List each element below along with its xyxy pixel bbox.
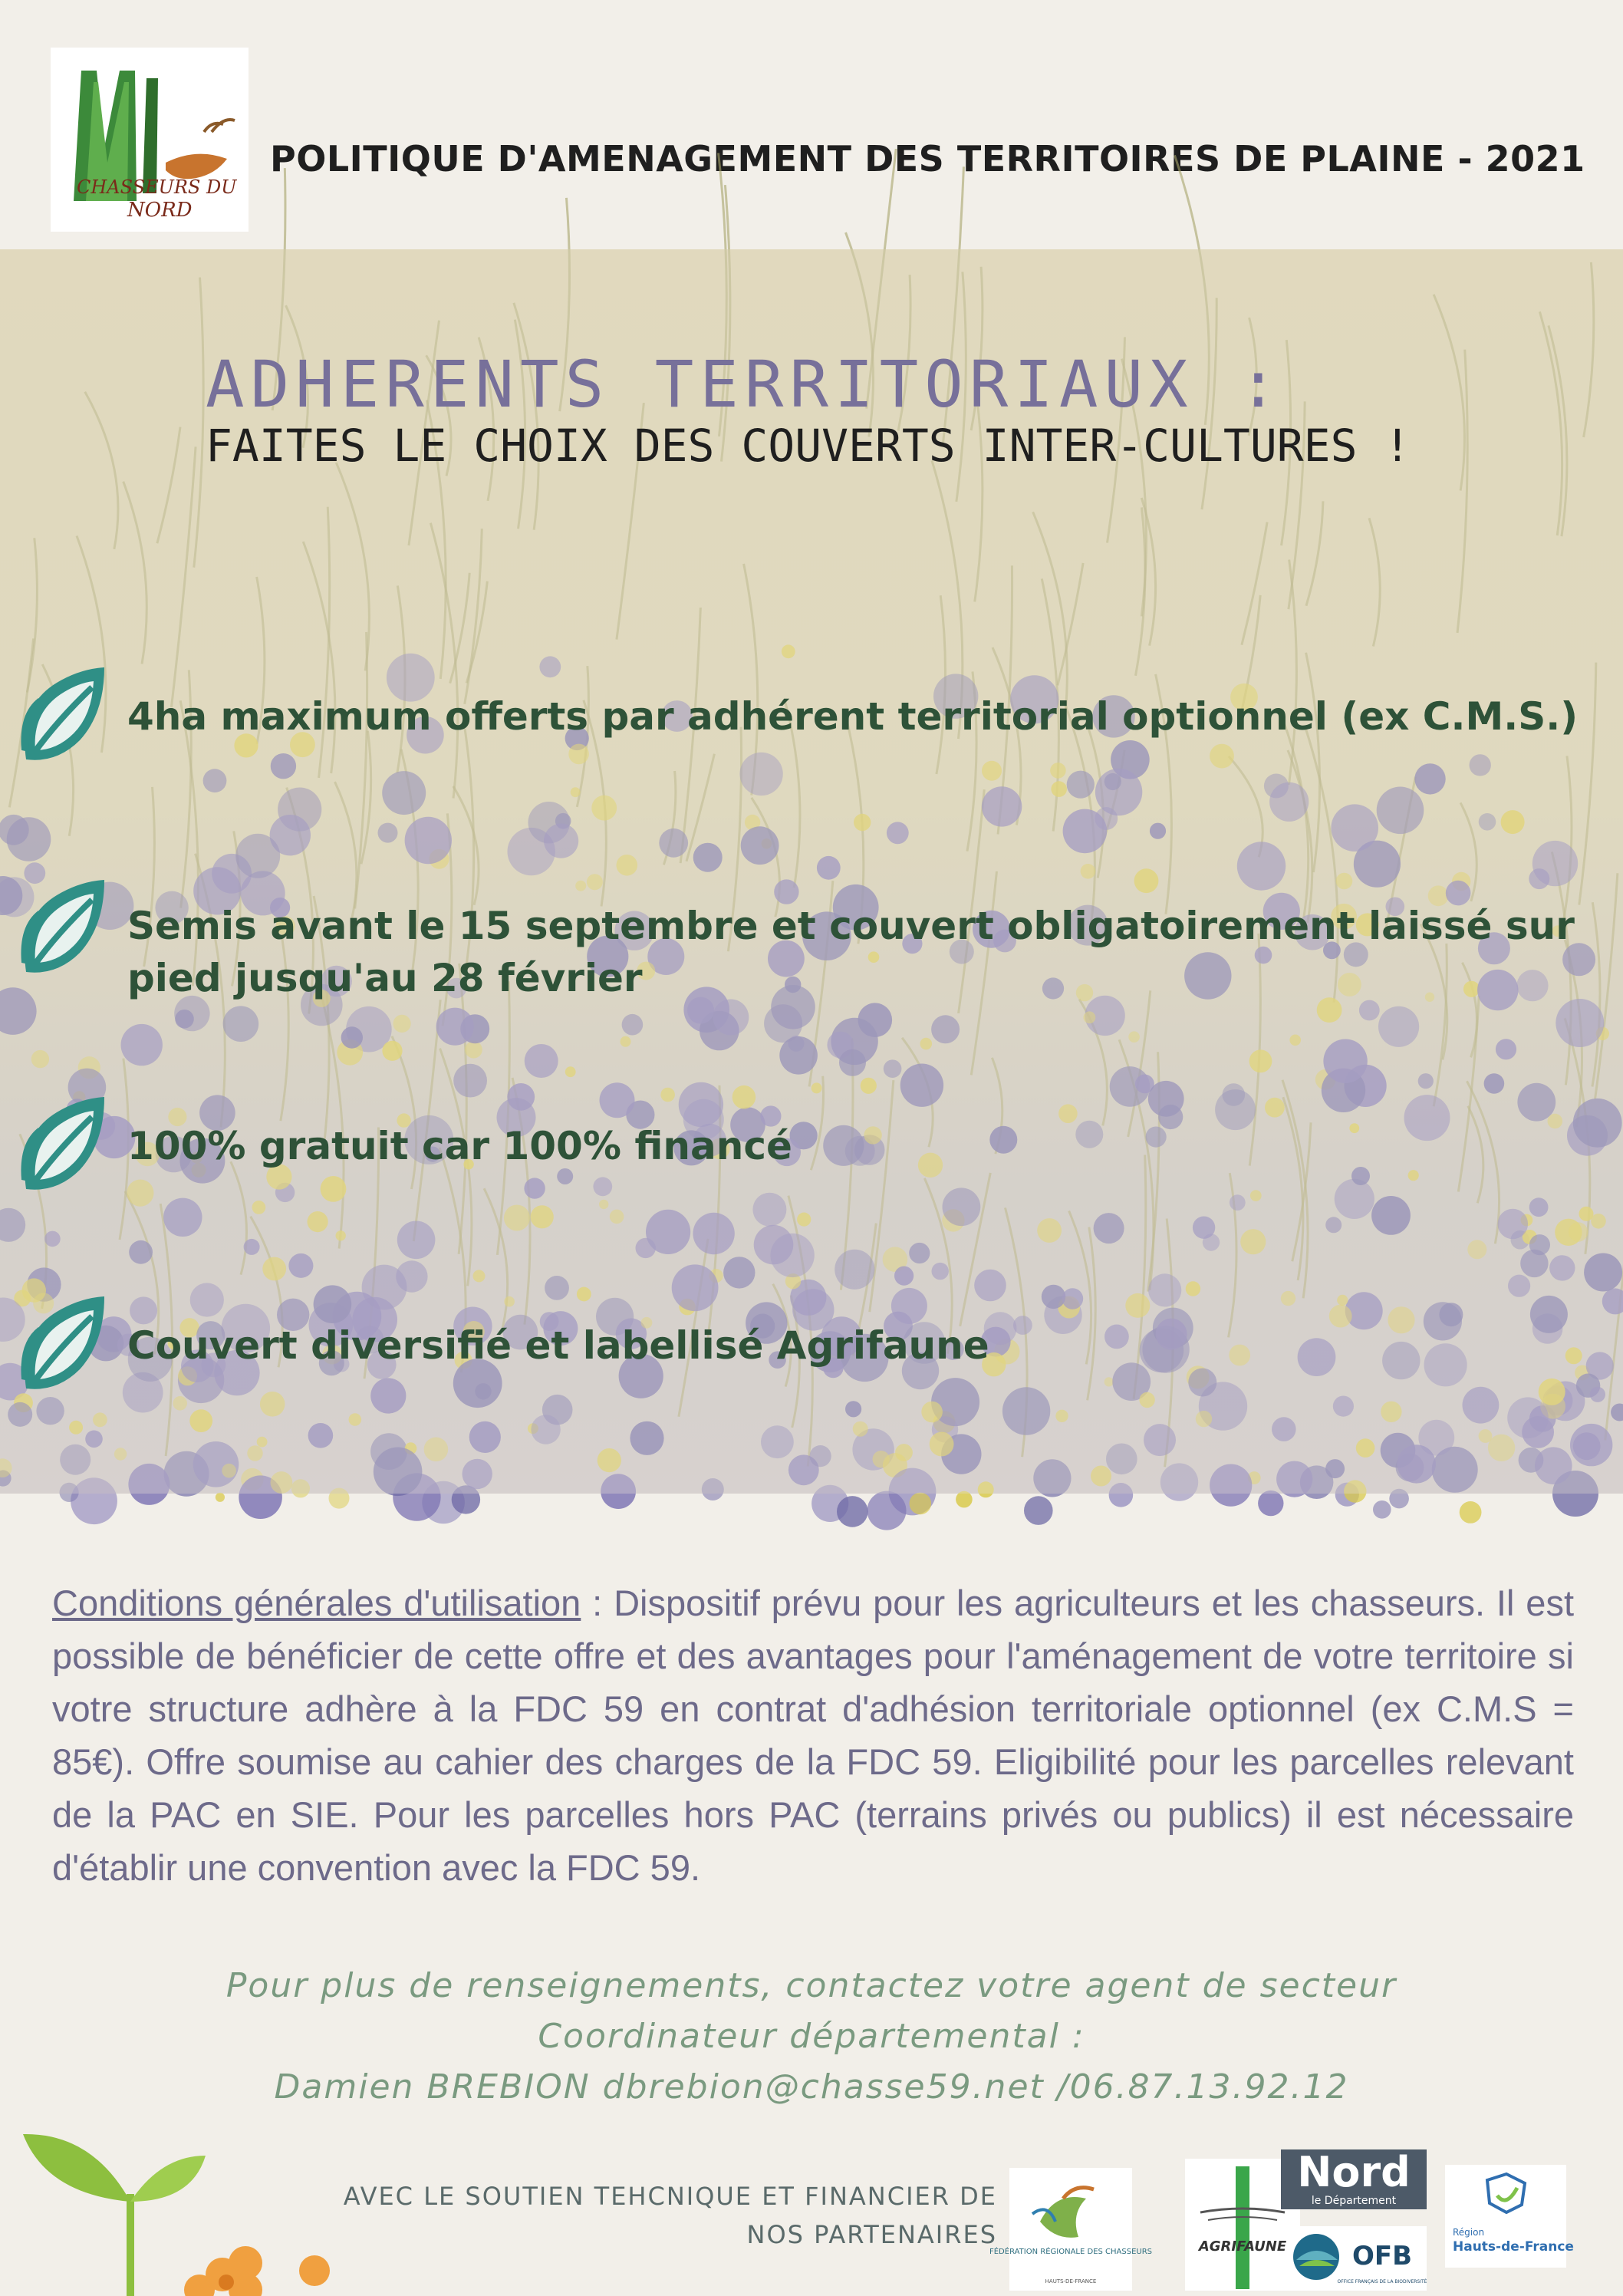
- conditions-link[interactable]: Conditions générales d'utilisation: [52, 1583, 581, 1623]
- feature-item: [18, 872, 1598, 1000]
- frc-sub: HAUTS-DE-FRANCE: [1045, 2278, 1097, 2284]
- ofb-sub: OFFICE FRANÇAIS DE LA BIODIVERSITÉ: [1337, 2279, 1427, 2284]
- svg-text:CHASSEURS DU: CHASSEURS DU: [77, 176, 237, 198]
- conditions-paragraph: [52, 1576, 1574, 1894]
- feature-text: 4ha maximum offerts par adhérent territorial optionnel (ex C.M.S.): [127, 694, 1579, 739]
- sprout-flower-illustration: [15, 2125, 245, 2296]
- meadow-photo: [0, 249, 1623, 1494]
- contact-line-2: Coordinateur départemental :: [538, 2017, 1085, 2056]
- nord-sub: le Département: [1311, 2195, 1397, 2207]
- feature-item: [18, 1089, 1598, 1197]
- feature-text: Couvert diversifié et labellisé Agrifaune: [127, 1323, 989, 1368]
- feature-text-line-1: Semis avant le 15 septembre et couvert obligatoirement laissé sur: [127, 904, 1575, 948]
- leaf-icon: [18, 660, 109, 766]
- chasseurs-du-nord-logo: [51, 48, 249, 232]
- region-hauts-de-france-logo: [1445, 2165, 1574, 2268]
- support-line-1: AVEC LE SOUTIEN TEHCNIQUE ET FINANCIER DE: [343, 2182, 997, 2211]
- svg-text:NORD: NORD: [127, 199, 193, 222]
- feature-text: 100% gratuit car 100% financé: [127, 1124, 792, 1168]
- hero-heading: ADHERENTS TERRITORIAUX :: [206, 347, 1284, 422]
- feature-item: [18, 660, 1598, 767]
- ofb-name: OFB: [1351, 2241, 1413, 2271]
- hero-subheading: FAITES LE CHOIX DES COUVERTS INTER-CULTURES !: [206, 420, 1411, 472]
- support-line-2: NOS PARTENAIRES: [746, 2220, 997, 2249]
- frc-name: FÉDÉRATION RÉGIONALE DES CHASSEURS: [989, 2248, 1153, 2256]
- partners-support-text: [230, 2177, 997, 2254]
- leaf-icon: [18, 872, 109, 978]
- region-label: Région: [1453, 2227, 1485, 2238]
- contact-line-3: Damien BREBION dbrebion@chasse59.net /06.87.13.92.12: [274, 2067, 1349, 2107]
- agrifaune-name: AGRIFAUNE: [1198, 2238, 1287, 2255]
- feature-text-line-2: pied jusqu'au 28 février: [127, 956, 643, 1000]
- frc-hauts-de-france-logo: [989, 2168, 1153, 2291]
- contact-line-1: Pour plus de renseignements, contactez votre agent de secteur: [226, 1966, 1397, 2005]
- conditions-body: : Dispositif prévu pour les agriculteurs et les chasseurs. Il est possible de bénéficier de cette offre et des avantages pour l'aménagement de votre territoire si votre structure adhère à la FDC 59 en contrat d'adhésion territoriale optionnel (ex C.M.S = 85€). Offre soumise au cahier des charges de la FDC 59. Eligibilité pour les parcelles relevant de la PAC en SIE. Pour les parcelles hors PAC (terrains privés ou publics) il est nécessaire d'établir une convention avec la FDC 59.: [52, 1583, 1574, 1888]
- feature-item: [18, 1289, 1598, 1396]
- nord-departement-logo: [1281, 2149, 1427, 2209]
- header-title: POLITIQUE D'AMENAGEMENT DES TERRITOIRES DE PLAINE - 2021: [270, 138, 1585, 180]
- contact-block: [0, 1961, 1623, 2113]
- leaf-icon: [18, 1289, 109, 1395]
- region-name: Hauts-de-France: [1453, 2239, 1574, 2255]
- ofb-logo: [1287, 2226, 1427, 2291]
- nord-name: Nord: [1297, 2148, 1411, 2196]
- leaf-icon: [18, 1089, 109, 1195]
